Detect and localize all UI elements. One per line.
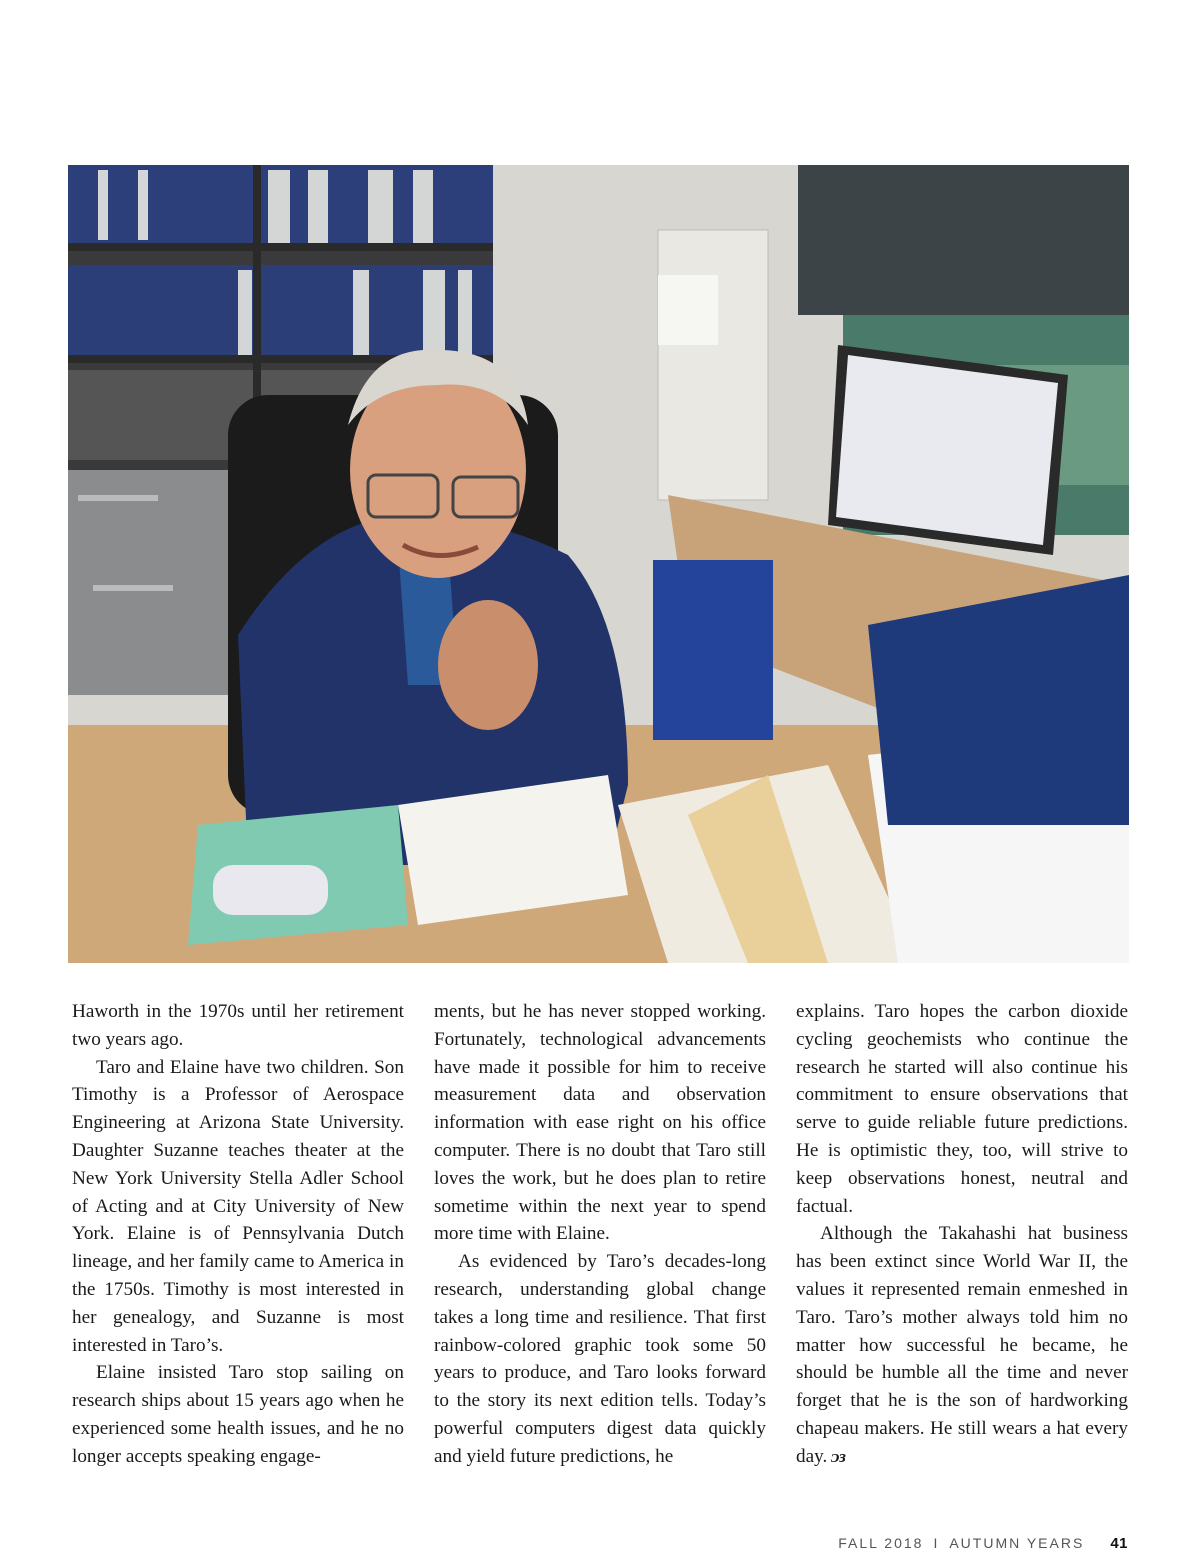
- column-1: [72, 998, 404, 1471]
- footer-season: FALL 2018: [838, 1535, 924, 1551]
- footer-publication: AUTUMN YEARS: [949, 1535, 1085, 1551]
- column-2: [434, 998, 766, 1471]
- page-footer: [838, 1535, 1128, 1552]
- photo-illustration: [68, 165, 1129, 963]
- paragraph: Elaine insisted Taro stop sailing on research ships about 15 years ago when he experienced some health issues, and he no longer accepts speaking engage-: [72, 1362, 404, 1467]
- paragraph: Haworth in the 1970s until her retirement two years ago.: [72, 1001, 404, 1050]
- paragraph: Taro and Elaine have two children. Son Timothy is a Professor of Aerospace Engineering at Arizona State University. Daughter Suzanne teaches theater at the New York University Stella Adler School of Acting and at City University of New York. Elaine is of Pennsylvania Dutch lineage, and her family came to America in the 1750s. Timothy is most interested in her genealogy, and Suzanne is most interested in Taro’s.: [72, 1056, 404, 1356]
- paragraph: explains. Taro hopes the carbon dioxide cycling geochemists who continue the research he started will also continue his commitment to ensure observations that serve to guide reliable future predictions. He is optimistic they, too, will strive to keep observations honest, neutral and factual.: [796, 1001, 1128, 1217]
- end-mark-icon: ᴐɜ: [831, 1446, 846, 1466]
- paragraph-final-text: Although the Takahashi hat business has been extinct since World War II, the values it represented remain enmeshed in Taro. Taro’s mother always told him no matter how successful he became, he should be humble all the time and never forget that he is the son of hardworking chapeau makers. He still wears a hat every day.: [796, 1223, 1128, 1467]
- article-body: [72, 998, 1128, 1478]
- paragraph-final: [796, 1220, 1128, 1470]
- office-photo: [68, 165, 1129, 963]
- paragraph: As evidenced by Taro’s decades-long research, understanding global change takes a long time and resilience. That first rainbow-colored graphic took some 50 years to produce, and Taro looks forward to the story its next edition tells. Today’s powerful computers digest data quickly and yield future predictions, he: [434, 1251, 766, 1467]
- paragraph: ments, but he has never stopped working. Fortunately, technological advancements have made it possible for him to receive measurement data and observation information with ease right on his office computer. There is no doubt that Taro still loves the work, but he does plan to retire sometime within the next year to spend more time with Elaine.: [434, 1001, 766, 1245]
- footer-separator: I: [933, 1535, 940, 1551]
- page-number: 41: [1110, 1535, 1128, 1552]
- column-3: [796, 998, 1128, 1471]
